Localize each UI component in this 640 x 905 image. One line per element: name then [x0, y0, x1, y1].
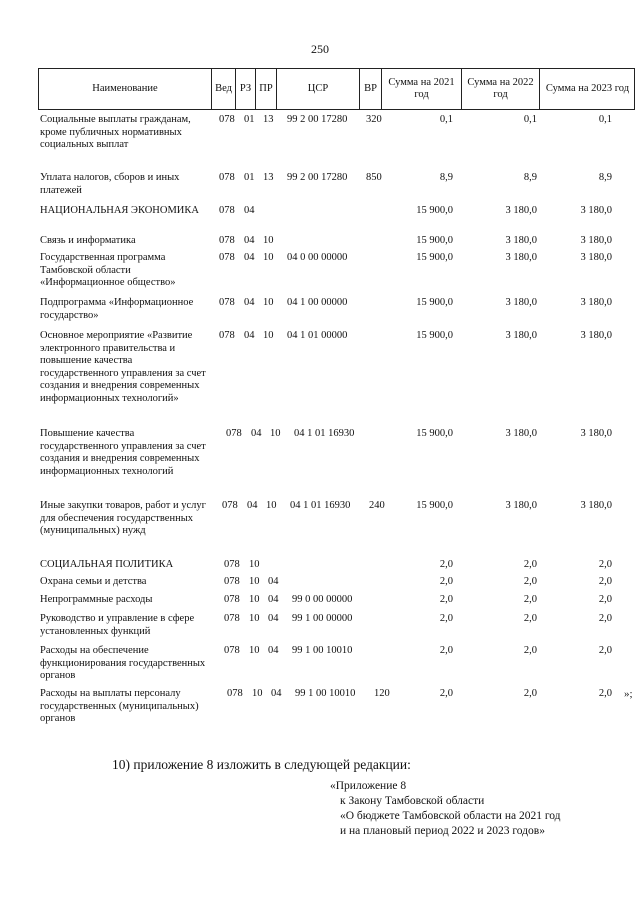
cell-vr: 240 — [369, 500, 385, 511]
cell-ved: 078 — [227, 688, 243, 699]
row-end-mark: »; — [624, 688, 633, 700]
cell-ved: 078 — [224, 559, 240, 570]
cell-name: Социальные выплаты гражданам, кроме публичных нормативных социальных выплат — [40, 114, 191, 150]
cell-s2023: 2,0 — [598, 645, 612, 656]
cell-s2023: 2,0 — [598, 576, 612, 587]
cell-s2023: 2,0 — [598, 613, 612, 624]
cell-rz: 10 — [249, 559, 260, 570]
cell-pr: 10 — [263, 330, 274, 341]
cell-csr: 04 1 01 16930 — [290, 500, 351, 511]
cell-csr: 99 0 00 00000 — [292, 594, 353, 605]
cell-rz: 04 — [251, 428, 262, 439]
header-rz: РЗ — [236, 69, 256, 109]
cell-s2021: 15 900,0 — [416, 235, 453, 246]
cell-s2021: 15 900,0 — [416, 428, 453, 439]
table-header — [38, 68, 635, 110]
cell-s2022: 2,0 — [523, 645, 537, 656]
cell-pr: 04 — [268, 594, 279, 605]
cell-rz: 04 — [244, 235, 255, 246]
cell-rz: 10 — [249, 576, 260, 587]
cell-s2022: 2,0 — [523, 576, 537, 587]
cell-csr: 04 0 00 00000 — [287, 252, 348, 263]
cell-s2022: 3 180,0 — [505, 428, 537, 439]
cell-csr: 99 1 00 00000 — [292, 613, 353, 624]
header-ved: Вед — [212, 69, 236, 109]
cell-s2022: 2,0 — [523, 688, 537, 699]
cell-ved: 078 — [219, 252, 235, 263]
header-csr: ЦСР — [277, 69, 360, 109]
cell-s2023: 0,1 — [598, 114, 612, 125]
cell-pr: 04 — [268, 613, 279, 624]
cell-pr: 04 — [271, 688, 282, 699]
cell-s2021: 15 900,0 — [416, 297, 453, 308]
header-pr: ПР — [256, 69, 277, 109]
cell-pr: 04 — [268, 576, 279, 587]
cell-pr: 13 — [263, 114, 274, 125]
cell-name: Расходы на выплаты персоналу государственных (муниципальных) органов — [40, 688, 199, 724]
cell-s2021: 2,0 — [439, 559, 453, 570]
cell-name: Охрана семьи и детства — [40, 576, 147, 587]
cell-name: Повышение качества государственного управления за счет создания и внедрения современных информационных технологий — [40, 428, 206, 477]
cell-vr: 320 — [366, 114, 382, 125]
cell-s2023: 3 180,0 — [580, 205, 612, 216]
cell-rz: 04 — [247, 500, 258, 511]
header-2021: Сумма на 2021 год — [382, 69, 462, 109]
cell-s2022: 8,9 — [523, 172, 537, 183]
cell-vr: 850 — [366, 172, 382, 183]
cell-s2021: 2,0 — [439, 576, 453, 587]
cell-s2021: 2,0 — [439, 613, 453, 624]
cell-s2023: 8,9 — [598, 172, 612, 183]
cell-csr: 99 2 00 17280 — [287, 114, 348, 125]
page-number: 250 — [311, 42, 329, 56]
cell-s2022: 2,0 — [523, 613, 537, 624]
cell-s2023: 3 180,0 — [580, 235, 612, 246]
cell-csr: 99 1 00 10010 — [292, 645, 353, 656]
cell-ved: 078 — [219, 330, 235, 341]
cell-s2023: 3 180,0 — [580, 500, 612, 511]
cell-s2022: 3 180,0 — [505, 205, 537, 216]
cell-name: Связь и информатика — [40, 235, 136, 246]
cell-s2022: 2,0 — [523, 594, 537, 605]
cell-csr: 04 1 01 00000 — [287, 330, 348, 341]
cell-s2023: 3 180,0 — [580, 428, 612, 439]
cell-s2023: 2,0 — [598, 559, 612, 570]
header-vr: ВР — [360, 69, 382, 109]
cell-s2022: 3 180,0 — [505, 330, 537, 341]
cell-ved: 078 — [222, 500, 238, 511]
cell-s2021: 15 900,0 — [416, 205, 453, 216]
cell-s2022: 3 180,0 — [505, 297, 537, 308]
cell-rz: 10 — [249, 594, 260, 605]
cell-s2022: 2,0 — [523, 559, 537, 570]
cell-s2021: 15 900,0 — [416, 330, 453, 341]
cell-rz: 10 — [249, 645, 260, 656]
cell-pr: 10 — [266, 500, 277, 511]
appendix-line-4: и на плановый период 2022 и 2023 годов» — [340, 825, 545, 837]
cell-pr: 10 — [270, 428, 281, 439]
cell-name: НАЦИОНАЛЬНАЯ ЭКОНОМИКА — [40, 205, 199, 216]
appendix-line-2: к Закону Тамбовской области — [340, 795, 485, 807]
cell-rz: 04 — [244, 297, 255, 308]
cell-ved: 078 — [224, 594, 240, 605]
cell-s2021: 2,0 — [439, 688, 453, 699]
cell-s2022: 3 180,0 — [505, 235, 537, 246]
cell-name: Подпрограмма «Информационное государство» — [40, 297, 194, 321]
cell-pr: 04 — [268, 645, 279, 656]
cell-csr: 04 1 00 00000 — [287, 297, 348, 308]
cell-rz: 04 — [244, 330, 255, 341]
cell-name: Непрограммные расходы — [40, 594, 153, 605]
cell-s2021: 0,1 — [439, 114, 453, 125]
header-name: Наименование — [39, 69, 212, 109]
cell-s2021: 2,0 — [439, 594, 453, 605]
cell-ved: 078 — [226, 428, 242, 439]
cell-s2023: 2,0 — [598, 594, 612, 605]
cell-ved: 078 — [219, 205, 235, 216]
cell-ved: 078 — [219, 235, 235, 246]
cell-ved: 078 — [219, 114, 235, 125]
cell-rz: 04 — [244, 205, 255, 216]
cell-csr: 99 1 00 10010 — [295, 688, 356, 699]
cell-s2023: 3 180,0 — [580, 252, 612, 263]
cell-name: Иные закупки товаров, работ и услуг для обеспечения государственных (муниципальных) нужд — [40, 500, 206, 536]
cell-ved: 078 — [224, 613, 240, 624]
cell-pr: 10 — [263, 297, 274, 308]
cell-rz: 10 — [252, 688, 263, 699]
cell-pr: 13 — [263, 172, 274, 183]
cell-ved: 078 — [219, 297, 235, 308]
cell-ved: 078 — [224, 645, 240, 656]
cell-name: СОЦИАЛЬНАЯ ПОЛИТИКА — [40, 559, 174, 570]
cell-s2021: 8,9 — [439, 172, 453, 183]
cell-csr: 04 1 01 16930 — [294, 428, 355, 439]
cell-pr: 10 — [263, 252, 274, 263]
cell-s2021: 15 900,0 — [416, 252, 453, 263]
appendix-line-3: «О бюджете Тамбовской области на 2021 год — [340, 810, 561, 822]
cell-s2022: 0,1 — [523, 114, 537, 125]
cell-name: Расходы на обеспечение функционирования государственных органов — [40, 645, 206, 681]
header-2022: Сумма на 2022 год — [462, 69, 540, 109]
cell-name: Руководство и управление в сфере установленных функций — [40, 613, 195, 637]
cell-name: Основное мероприятие «Развитие электронного правительства и повышение качества государственного управления за счет создания и внедрения современных информационных технологий» — [40, 330, 206, 404]
cell-rz: 01 — [244, 114, 255, 125]
cell-vr: 120 — [374, 688, 390, 699]
cell-s2023: 2,0 — [598, 688, 612, 699]
cell-name: Уплата налогов, сборов и иных платежей — [40, 172, 180, 196]
cell-rz: 01 — [244, 172, 255, 183]
appendix-reference — [330, 779, 561, 839]
cell-ved: 078 — [219, 172, 235, 183]
cell-pr: 10 — [263, 235, 274, 246]
cell-rz: 04 — [244, 252, 255, 263]
footer-instruction: 10) приложение 8 изложить в следующей редакции: — [112, 757, 411, 772]
cell-rz: 10 — [249, 613, 260, 624]
cell-s2021: 2,0 — [439, 645, 453, 656]
cell-ved: 078 — [224, 576, 240, 587]
appendix-line-1: «Приложение 8 — [330, 780, 407, 792]
cell-s2023: 3 180,0 — [580, 297, 612, 308]
cell-name: Государственная программа Тамбовской области «Информационное общество» — [40, 252, 176, 288]
cell-s2022: 3 180,0 — [505, 252, 537, 263]
cell-s2021: 15 900,0 — [416, 500, 453, 511]
cell-csr: 99 2 00 17280 — [287, 172, 348, 183]
cell-s2023: 3 180,0 — [580, 330, 612, 341]
cell-s2022: 3 180,0 — [505, 500, 537, 511]
header-2023: Сумма на 2023 год — [545, 83, 630, 94]
